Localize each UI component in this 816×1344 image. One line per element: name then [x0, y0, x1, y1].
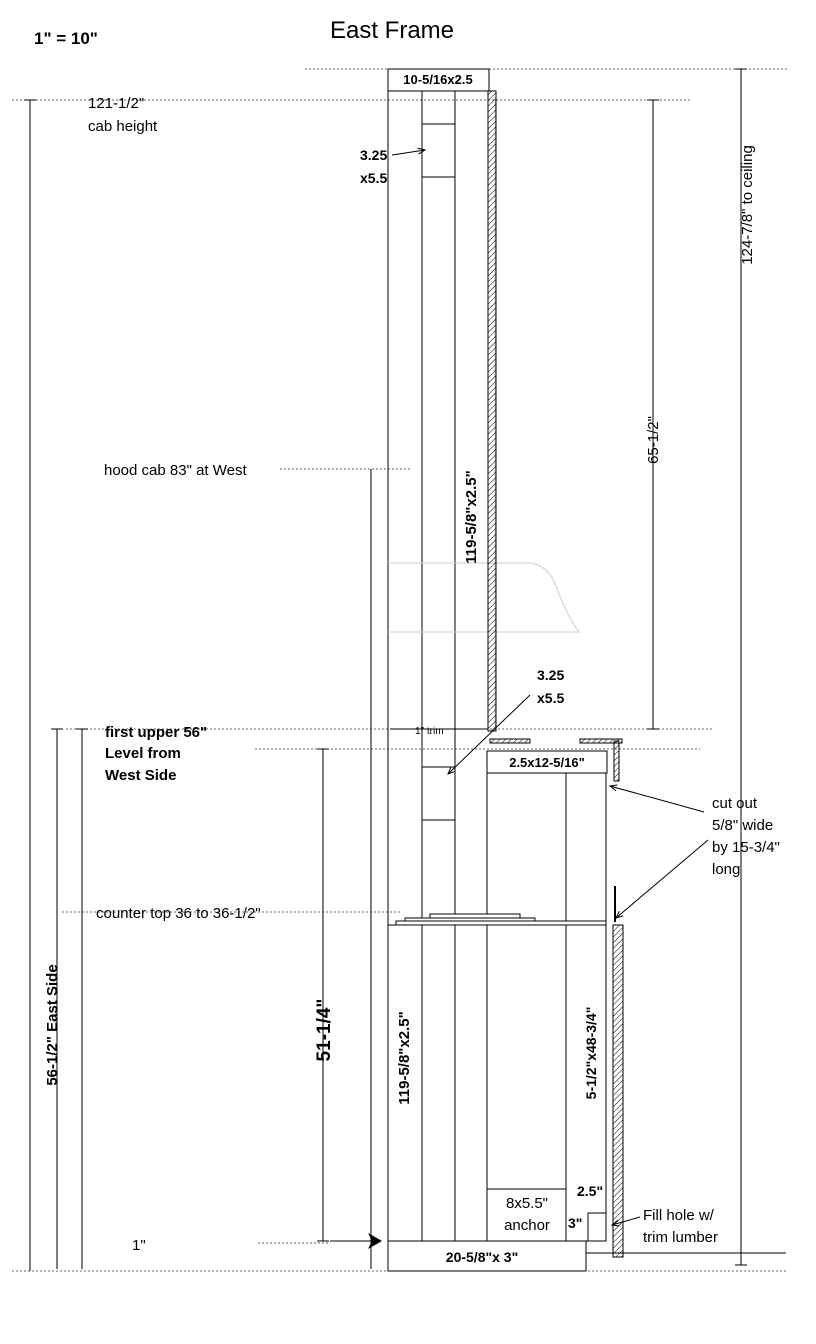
notch	[588, 1213, 606, 1241]
first-upper-label-2: Level from	[105, 745, 181, 762]
east-side-label: 56-1/2" East Side	[44, 964, 61, 1086]
block-upper-label-2: x5.5	[360, 170, 388, 186]
stud-lower-label: 119-5/8"x2.5"	[396, 1011, 413, 1105]
hood-outline	[388, 563, 579, 632]
cut-out-label-1: cut out	[712, 795, 758, 812]
lower-panel-hatched	[613, 925, 623, 1257]
block-mid	[422, 767, 455, 820]
dim-2-5-label: 2.5"	[577, 1183, 604, 1199]
dimension-lines	[24, 69, 747, 1271]
cab-height-label-1: 121-1/2"	[88, 95, 145, 112]
ceiling-dimension-label: 124-7/8" to ceiling	[739, 145, 756, 265]
first-upper-label-1: first upper 56"	[105, 724, 208, 741]
scale-label: 1" = 10"	[34, 29, 98, 48]
upper-span-label: 65-1/2"	[645, 416, 662, 464]
bottom-plate-label: 20-5/8"x 3"	[445, 1249, 519, 1265]
post-label: 5-1/2"x48-3/4"	[583, 1006, 599, 1100]
cut-out-label-2: 5/8" wide	[712, 817, 774, 834]
block-mid-label-1: 3.25	[537, 667, 565, 683]
first-upper-label-3: West Side	[105, 767, 177, 784]
fill-hole-label-2: trim lumber	[643, 1229, 719, 1246]
counter-top-label: counter top 36 to 36-1/2"	[96, 905, 261, 922]
counter-span-label: 51-1/4"	[314, 998, 335, 1062]
top-plate-label: 10-5/16x2.5	[403, 72, 473, 87]
block-mid-label-2: x5.5	[537, 690, 565, 706]
stud-upper-label: 119-5/8"x2.5"	[463, 470, 480, 564]
header-label: 2.5x12-5/16"	[509, 755, 585, 770]
leader-arrows	[392, 150, 708, 1225]
block-upper	[422, 124, 455, 177]
upper-panel-hatched	[488, 91, 496, 731]
countertop	[396, 914, 606, 925]
dim-3-label: 3"	[568, 1215, 583, 1231]
anchor-label-1: 8x5.5"	[505, 1195, 549, 1212]
anchor-label-2: anchor	[504, 1217, 550, 1234]
trim-label: 1" trim	[415, 726, 444, 737]
block-upper-label-1: 3.25	[360, 147, 388, 163]
hood-cab-label: hood cab 83" at West	[104, 462, 247, 479]
cab-height-label-2: cab height	[88, 118, 158, 135]
drawing-title: East Frame	[329, 17, 455, 44]
fill-hole-label-1: Fill hole w/	[643, 1207, 714, 1224]
cut-out-label-4: long	[712, 861, 741, 878]
cut-out-label-3: by 15-3/4"	[712, 839, 780, 856]
one-inch-label: 1"	[132, 1237, 146, 1254]
